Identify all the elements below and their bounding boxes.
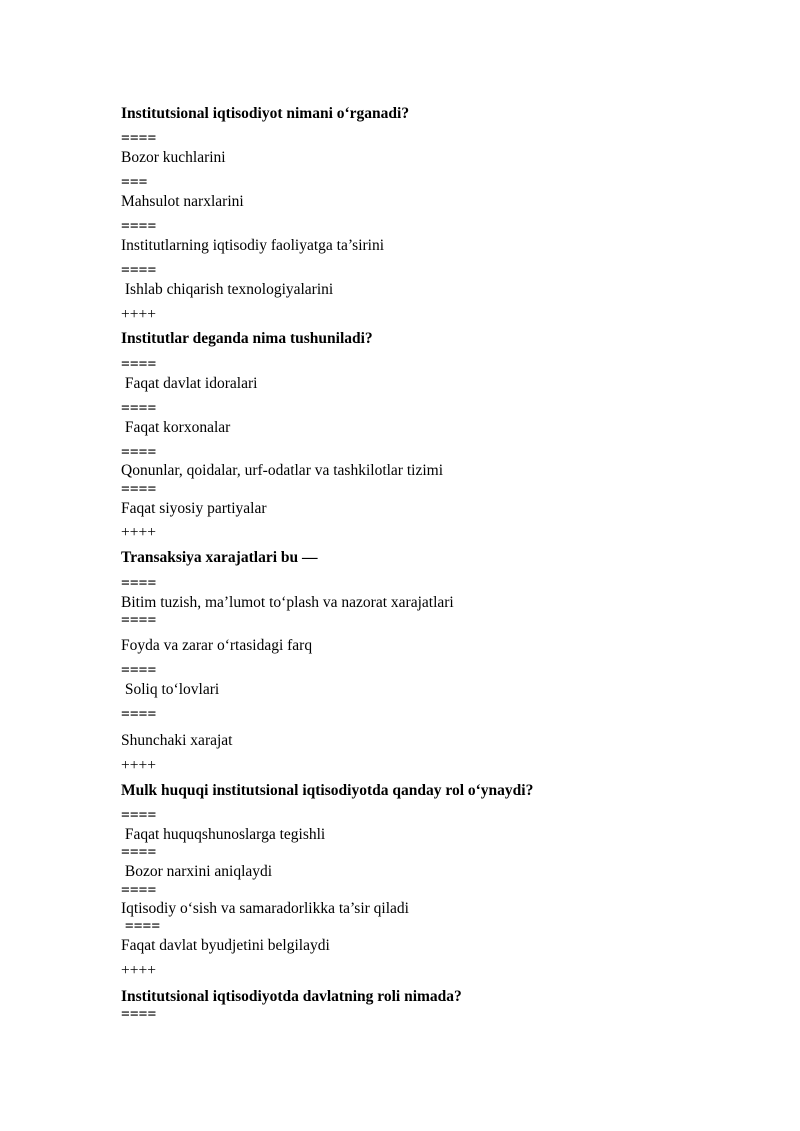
answer-option: Faqat siyosiy partiyalar bbox=[121, 500, 267, 517]
question-end-marker: ++++ bbox=[121, 962, 156, 979]
answer-option: Soliq to‘lovlari bbox=[121, 681, 220, 698]
separator: ==== bbox=[121, 575, 157, 592]
separator: === bbox=[121, 174, 148, 191]
separator: ==== bbox=[121, 218, 157, 235]
separator: ==== bbox=[121, 844, 157, 861]
separator: ==== bbox=[121, 662, 157, 679]
separator: ==== bbox=[121, 612, 157, 629]
answer-option: Faqat davlat idoralari bbox=[121, 375, 258, 392]
separator: ==== bbox=[121, 481, 157, 498]
question-text: Institutsional iqtisodiyotda davlatning roli nimada? bbox=[121, 988, 462, 1005]
question-end-marker: ++++ bbox=[121, 524, 156, 541]
question-text: Institutsional iqtisodiyot nimani o‘rganadi? bbox=[121, 105, 410, 122]
separator: ==== bbox=[121, 262, 157, 279]
answer-option: Institutlarning iqtisodiy faoliyatga ta’sirini bbox=[121, 237, 385, 254]
separator: ==== bbox=[121, 882, 157, 899]
answer-option: Qonunlar, qoidalar, urf-odatlar va tashkilotlar tizimi bbox=[121, 462, 444, 479]
separator: ==== bbox=[121, 400, 157, 417]
answer-option: Faqat huquqshunoslarga tegishli bbox=[121, 826, 326, 843]
answer-option: Shunchaki xarajat bbox=[121, 732, 233, 749]
answer-option: Bozor kuchlarini bbox=[121, 149, 226, 166]
answer-option: Foyda va zarar o‘rtasidagi farq bbox=[121, 637, 313, 654]
answer-option: Bitim tuzish, ma’lumot to‘plash va nazorat xarajatlari bbox=[121, 594, 454, 611]
answer-option: Mahsulot narxlarini bbox=[121, 193, 244, 210]
separator: ==== bbox=[121, 356, 157, 373]
question-text: Institutlar deganda nima tushuniladi? bbox=[121, 330, 373, 347]
question-text: Mulk huquqi institutsional iqtisodiyotda qanday rol o‘ynaydi? bbox=[121, 782, 534, 799]
question-end-marker: ++++ bbox=[121, 757, 156, 774]
separator: ==== bbox=[121, 444, 157, 461]
answer-option: Faqat korxonalar bbox=[121, 419, 231, 436]
answer-option: Faqat davlat byudjetini belgilaydi bbox=[121, 937, 330, 954]
separator: ==== bbox=[121, 706, 157, 723]
question-end-marker: ++++ bbox=[121, 306, 156, 323]
answer-option: Iqtisodiy o‘sish va samaradorlikka ta’sir qiladi bbox=[121, 900, 409, 917]
separator: ==== bbox=[121, 918, 161, 935]
question-text: Transaksiya xarajatlari bu — bbox=[121, 549, 318, 566]
separator: ==== bbox=[121, 807, 157, 824]
separator: ==== bbox=[121, 1006, 157, 1023]
separator: ==== bbox=[121, 130, 157, 147]
answer-option: Bozor narxini aniqlaydi bbox=[121, 863, 273, 880]
answer-option: Ishlab chiqarish texnologiyalarini bbox=[121, 281, 334, 298]
